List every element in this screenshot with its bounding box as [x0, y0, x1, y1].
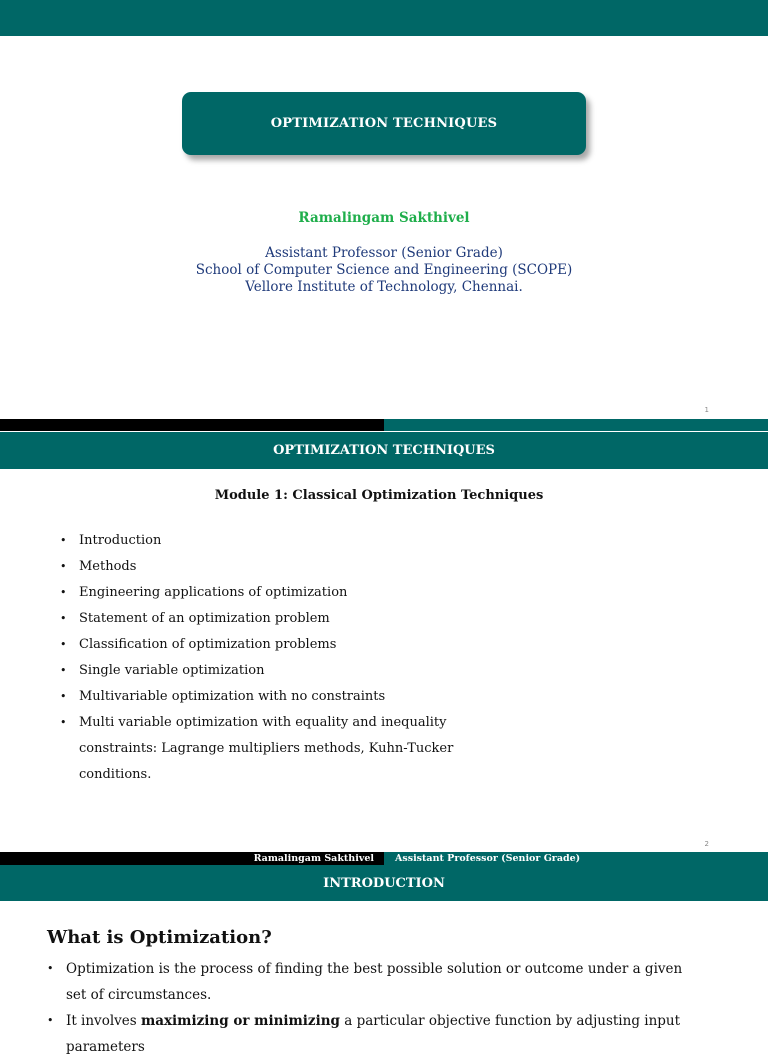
slide-header-title: OPTIMIZATION TECHNIQUES	[273, 443, 495, 458]
slide-header-title: INTRODUCTION	[323, 875, 445, 891]
footer-role: Assistant Professor (Senior Grade)	[384, 852, 768, 865]
definition-list	[45, 956, 695, 1060]
author-position: Assistant Professor (Senior Grade)	[265, 245, 503, 261]
slide-title: OPTIMIZATION TECHNIQUES	[270, 116, 498, 131]
list-item	[45, 1008, 695, 1060]
bullet-text-start: It involves	[66, 1013, 141, 1029]
list-item: • Classification of optimization problems	[58, 632, 458, 658]
author-school: School of Computer Science and Engineering (SCOPE)	[195, 262, 573, 278]
list-item: • Multivariable optimization with no constraints	[58, 684, 458, 710]
module-title: Module 1: Classical Optimization Techniques	[214, 488, 544, 503]
slide-2	[0, 432, 768, 865]
title-box	[182, 92, 586, 155]
section-heading: What is Optimization?	[47, 927, 272, 948]
slide-header	[0, 865, 768, 901]
slide-1	[0, 0, 768, 432]
list-item: • Statement of an optimization problem	[58, 606, 458, 632]
list-item: • Optimization is the process of finding the best possible solution or outcome under a given set of circumstances.	[45, 956, 695, 1008]
list-item: • Multi variable optimization with equality and inequality constraints: Lagrange multipliers methods, Kuhn-Tucker conditions.	[58, 710, 458, 788]
list-item: • Methods	[58, 554, 458, 580]
slide-3	[0, 865, 768, 1055]
footer-bar-left	[0, 419, 384, 431]
footer-bar-right	[384, 419, 768, 431]
author-name: Ramalingam Sakthivel	[298, 210, 470, 226]
page-number: 2	[704, 840, 709, 848]
top-banner	[0, 0, 768, 36]
bullet-text-end: a particular objective function by adjusting input parameters	[66, 1013, 681, 1055]
page-number: 1	[704, 406, 709, 414]
author-institute: Vellore Institute of Technology, Chennai.	[245, 279, 523, 295]
list-item: • Single variable optimization	[58, 658, 458, 684]
bullet-text-emphasis: maximizing or minimizing	[140, 1013, 340, 1029]
topic-list	[58, 528, 458, 788]
slide-footer	[0, 852, 768, 865]
list-item: • Engineering applications of optimization	[58, 580, 458, 606]
list-item: • Introduction	[58, 528, 458, 554]
slide-header	[0, 432, 768, 469]
footer-name: Ramalingam Sakthivel	[0, 852, 384, 865]
